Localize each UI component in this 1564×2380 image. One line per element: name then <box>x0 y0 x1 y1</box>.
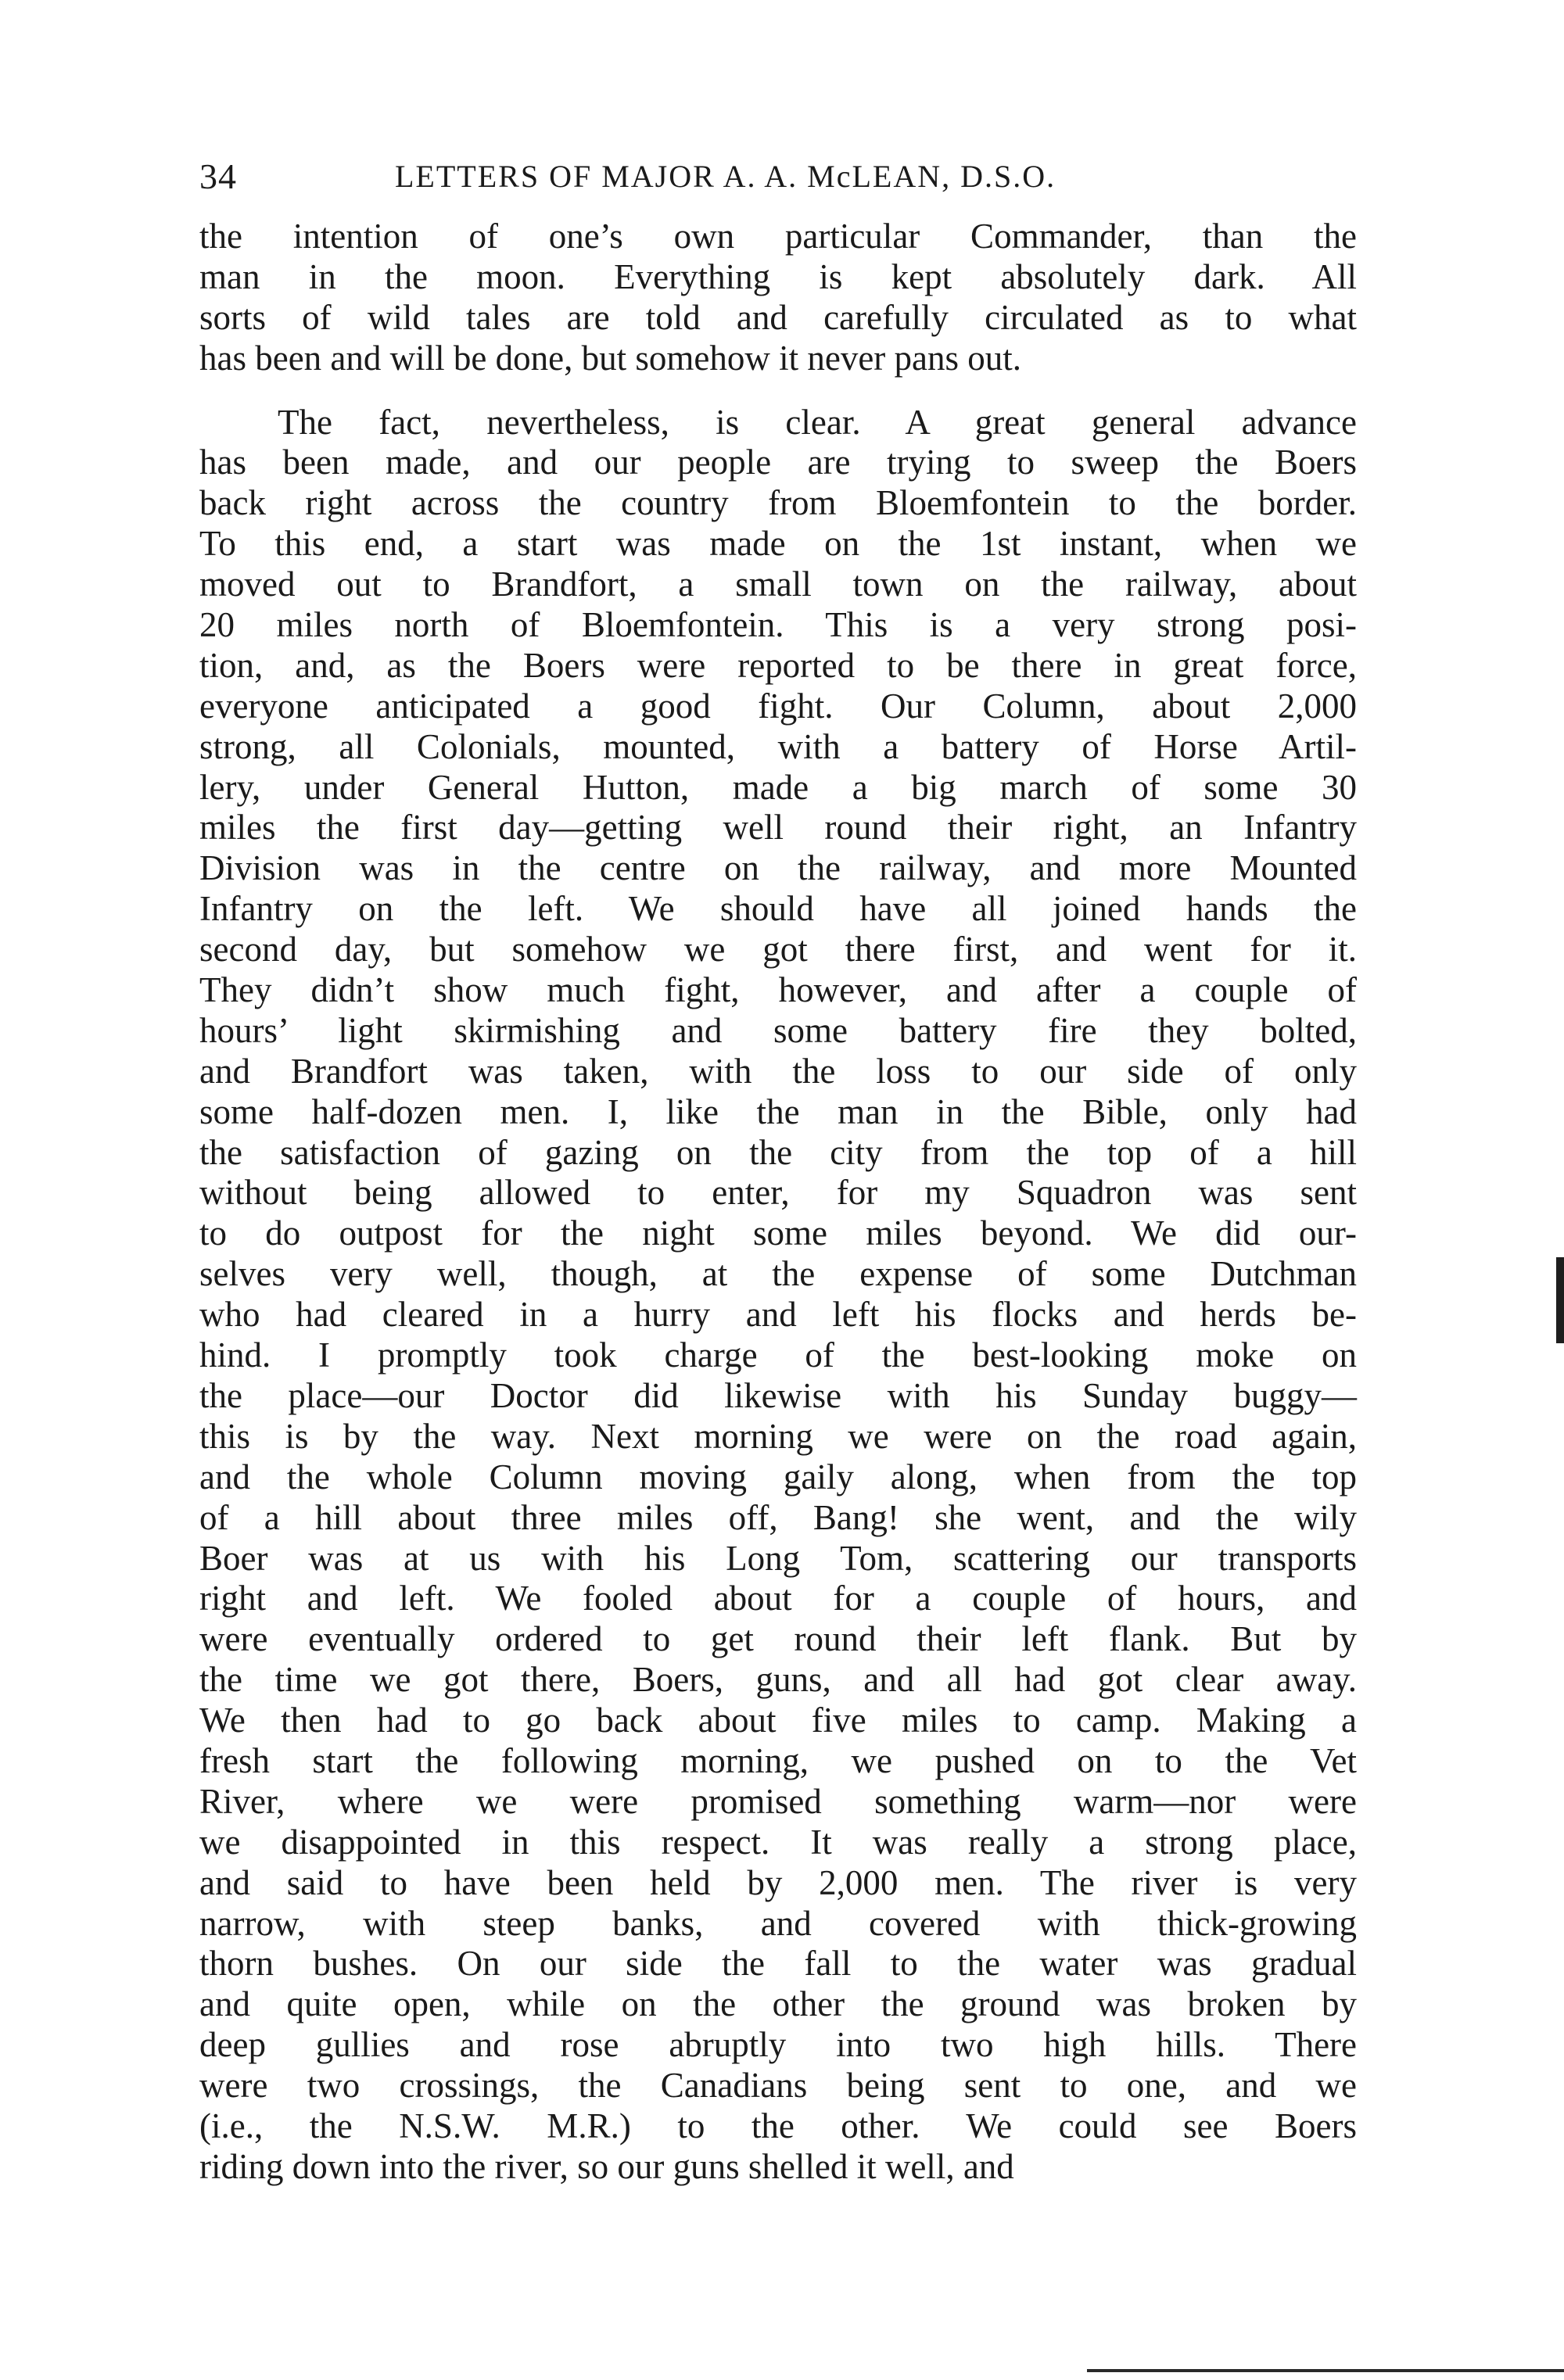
text-line: to do outpost for the night some miles beyond. We did our- <box>199 1213 1357 1253</box>
text-line: Division was in the centre on the railway, and more Mounted <box>199 848 1357 888</box>
paragraph <box>199 217 1357 379</box>
text-line: the intention of one’s own particular Commander, than the <box>199 217 1357 256</box>
text-line: were eventually ordered to get round their left flank. But by <box>199 1619 1357 1659</box>
text-line: the place—our Doctor did likewise with his Sunday buggy— <box>199 1375 1357 1415</box>
text-line: fresh start the following morning, we pushed on to the Vet <box>199 1740 1357 1780</box>
text-line: deep gullies and rose abruptly into two high hills. There <box>199 2025 1357 2065</box>
text-line: without being allowed to enter, for my Squadron was sent <box>199 1173 1357 1213</box>
text-line: second day, but somehow we got there first, and went for it. <box>199 930 1357 970</box>
text-line: and the whole Column moving gaily along, when from the top <box>199 1457 1357 1496</box>
running-title: LETTERS OF MAJOR A. A. McLEAN, D.S.O. <box>395 159 1056 194</box>
text-line: Boer was at us with his Long Tom, scattering our transports <box>199 1538 1357 1578</box>
text-line: The fact, nevertheless, is clear. A great general advance <box>278 402 1357 442</box>
text-line: tion, and, as the Boers were reported to be there in great force, <box>199 645 1357 685</box>
text-line: right and left. We fooled about for a couple of hours, and <box>199 1579 1357 1618</box>
text-line: back right across the country from Bloemfontein to the border. <box>199 483 1357 523</box>
text-line: River, where we were promised something warm—nor were <box>199 1781 1357 1821</box>
text-line: man in the moon. Everything is kept absolutely dark. All <box>199 256 1357 296</box>
paragraph <box>199 403 1357 2188</box>
body-text <box>199 217 1357 2188</box>
text-line: and Brandfort was taken, with the loss to our side of only <box>199 1051 1357 1091</box>
text-line: hind. I promptly took charge of the best-looking moke on <box>199 1335 1357 1375</box>
text-line: moved out to Brandfort, a small town on the railway, about <box>199 565 1357 604</box>
text-line: 20 miles north of Bloemfontein. This is a very strong posi- <box>199 605 1357 645</box>
text-line: we disappointed in this respect. It was really a strong place, <box>199 1822 1357 1862</box>
running-head <box>199 153 1357 200</box>
text-line: To this end, a start was made on the 1st instant, when we <box>199 524 1357 564</box>
text-line: sorts of wild tales are told and carefully circulated as to what <box>199 297 1357 337</box>
text-line: Infantry on the left. We should have all joined hands the <box>199 889 1357 929</box>
text-line: riding down into the river, so our guns shelled it well, and <box>199 2146 1014 2186</box>
text-line: We then had to go back about five miles to camp. Making a <box>199 1701 1357 1740</box>
text-line: and quite open, while on the other the ground was broken by <box>199 1984 1357 2024</box>
text-line: has been and will be done, but somehow it never pans out. <box>199 338 1022 378</box>
page-number: 34 <box>199 156 237 196</box>
text-line: miles the first day—getting well round their right, an Infantry <box>199 808 1357 848</box>
paragraph-gap <box>199 379 1357 403</box>
text-line: the time we got there, Boers, guns, and all had got clear away. <box>199 1660 1357 1700</box>
text-line: They didn’t show much fight, however, and after a couple of <box>199 970 1357 1010</box>
text-line: everyone anticipated a good fight. Our Column, about 2,000 <box>199 686 1357 726</box>
text-line: of a hill about three miles off, Bang! she went, and the wily <box>199 1497 1357 1537</box>
text-line: narrow, with steep banks, and covered with thick-growing <box>199 1903 1357 1943</box>
text-line: (i.e., the N.S.W. M.R.) to the other. We could see Boers <box>199 2106 1357 2145</box>
text-line: hours’ light skirmishing and some battery fire they bolted, <box>199 1010 1357 1050</box>
text-line: this is by the way. Next morning we were on the road again, <box>199 1416 1357 1456</box>
text-line: were two crossings, the Canadians being sent to one, and we <box>199 2066 1357 2106</box>
text-line: strong, all Colonials, mounted, with a battery of Horse Artil- <box>199 726 1357 766</box>
text-line: who had cleared in a hurry and left his flocks and herds be- <box>199 1295 1357 1335</box>
text-line: selves very well, though, at the expense of some Dutchman <box>199 1254 1357 1294</box>
text-line: lery, under General Hutton, made a big march of some 30 <box>199 767 1357 807</box>
text-line: has been made, and our people are trying to sweep the Boers <box>199 443 1357 482</box>
text-line: the satisfaction of gazing on the city from the top of a hill <box>199 1132 1357 1172</box>
page-edge-mark <box>1556 1257 1564 1343</box>
page-bottom-rule <box>1087 2369 1564 2372</box>
text-line: thorn bushes. On our side the fall to the water was gradual <box>199 1944 1357 1984</box>
text-line: some half-dozen men. I, like the man in the Bible, only had <box>199 1091 1357 1131</box>
text-line: and said to have been held by 2,000 men. The river is very <box>199 1862 1357 1902</box>
